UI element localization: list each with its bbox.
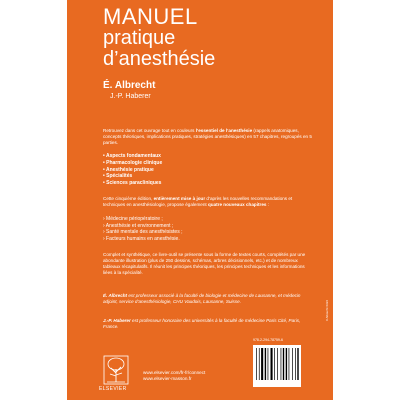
title-line-3: d’anesthésie <box>103 48 216 70</box>
part-item: • Spécialités <box>103 173 133 180</box>
author-bio-1: É. Albrecht est professeur associé à la faculté de biologie et médecine de Lausanne, et médecin adjoint, service d’anesthésiologie, CHU Vaudois, Lausanne, Suisse. <box>103 293 301 304</box>
part-item: • Aspects fondamentaux <box>103 153 161 159</box>
publisher-name: ELSEVIER <box>99 386 127 392</box>
elsevier-tree-logo <box>103 355 129 385</box>
title-line-2: pratique <box>103 27 176 49</box>
barcode <box>253 345 301 387</box>
publisher-links <box>143 370 205 382</box>
intro-paragraph: Retrouvez dans cet ouvrage tout en couleurs l’essentiel de l’anesthésie (rappels anatomiques, concepts théoriques, implications pratiques, stratégies anesthésiques) en 57 chapitres, regroupés en 5 parties. <box>103 128 312 145</box>
chapter-item: › Médecine périopératoire ; <box>103 216 163 222</box>
new-chapters-list <box>103 216 183 242</box>
isbn-text: 978-2-294-78759-6 <box>253 338 283 342</box>
main-author: É. Albrecht <box>103 80 156 91</box>
book-back-cover <box>67 0 333 400</box>
link-connect[interactable]: www.elsevier.com/fr-fr/connect <box>143 370 206 375</box>
author-bio-2: J.-P. Haberer est professeur honoraire des universités à la faculté de médecine Paris Cité, Paris, France. <box>103 318 301 329</box>
summary-paragraph: Complet et synthétique, ce livre-outil se présente sous la forme de textes courts, complétés par une abondante illustration (plus de 250 dessins, schémas, arbres décisionnels, etc.) et de nombreux tableaux récapitulatifs. Il réunit les principes théoriques, les principes techniques et les informations liées à la spécialité. <box>103 252 306 275</box>
part-item: • Pharmacologie clinique <box>103 159 163 166</box>
side-code: 0 Albrecht 6336 <box>325 300 329 321</box>
parts-list <box>103 153 162 187</box>
chapter-item: › Santé mentale des anesthésistes ; <box>103 229 183 236</box>
chapter-item: › Facteurs humains en anesthésie. <box>103 235 180 242</box>
co-author: J.-P. Haberer <box>110 93 151 100</box>
chapter-item: › Anesthésie et environnement ; <box>103 222 174 229</box>
part-item: • Sciences paracliniques <box>103 180 162 187</box>
part-item: • Anesthésie pratique <box>103 166 154 173</box>
link-masson[interactable]: www.elsevier-masson.fr <box>143 376 192 381</box>
edition-paragraph: Cette cinquième édition, entièrement mise à jour d’après les nouvelles recommandations et techniques en anesthésiologie, propose également quatre nouveaux chapitres : <box>103 196 293 207</box>
title-line-1: MANUEL <box>103 4 198 29</box>
